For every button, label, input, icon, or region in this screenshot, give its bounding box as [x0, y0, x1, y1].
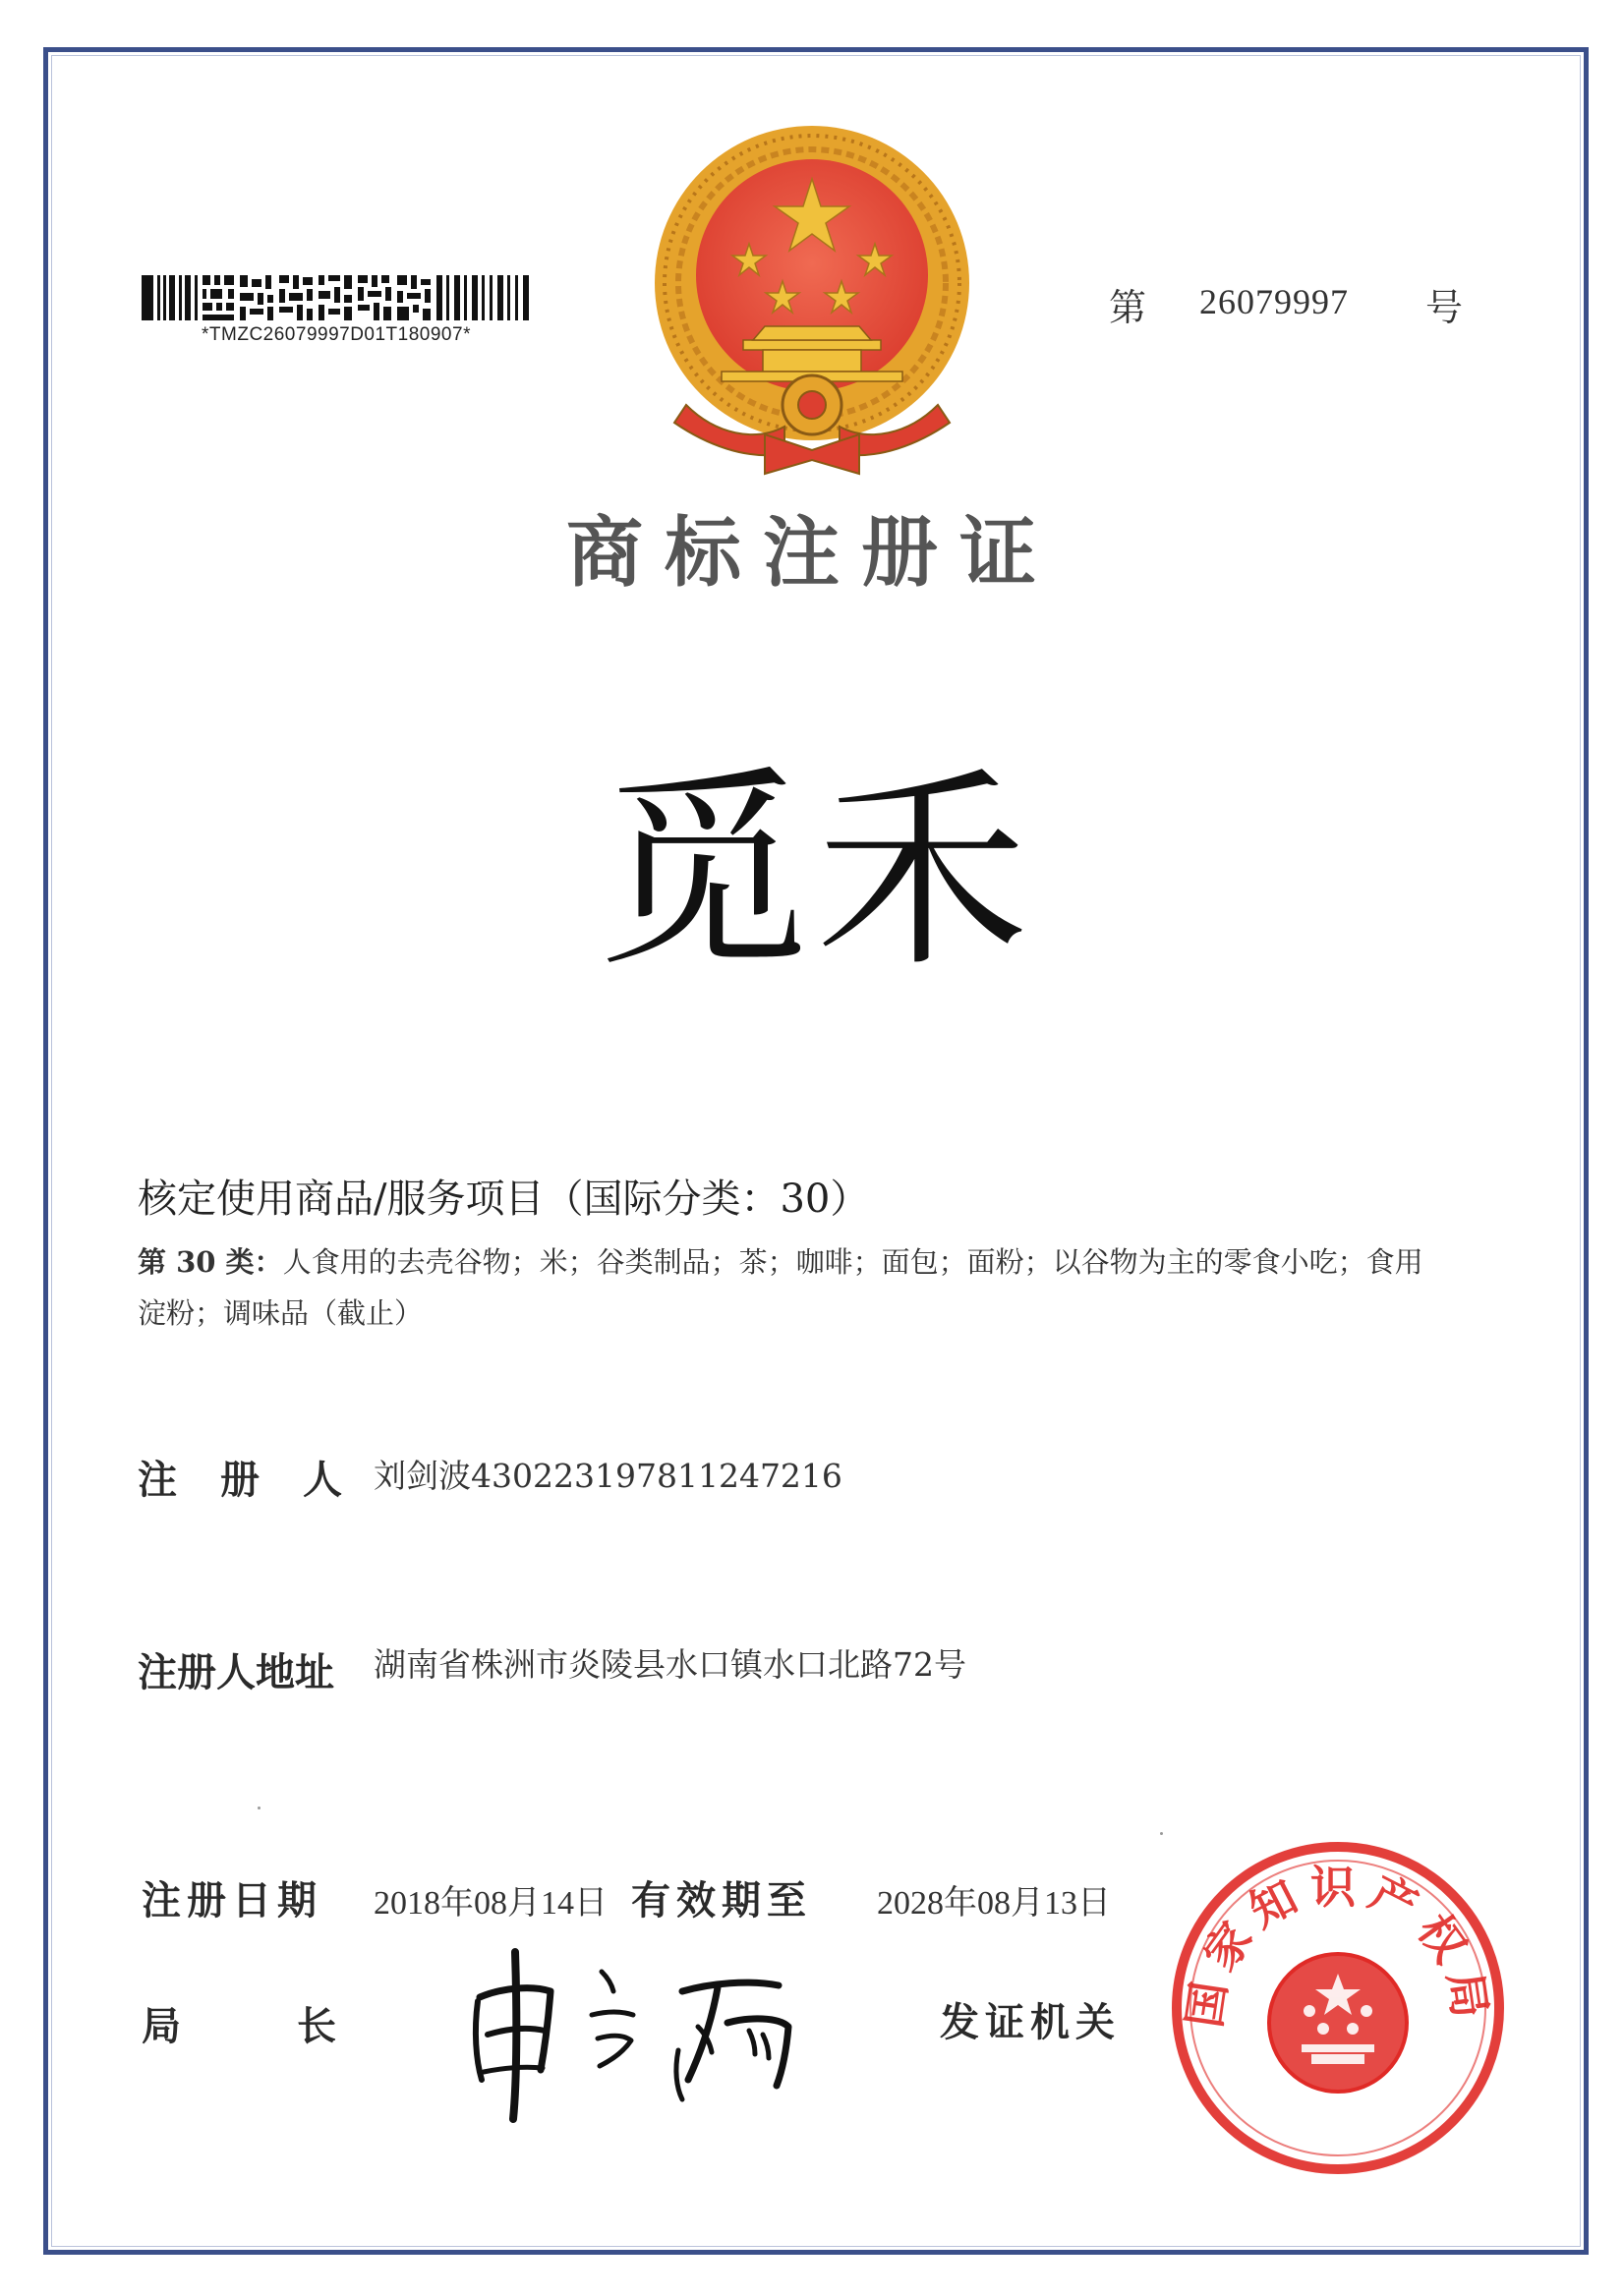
page-title: 商标注册证 [565, 508, 1058, 598]
official-seal-icon [1166, 1836, 1510, 2180]
goods-class-label: 第 30 类： [138, 1245, 283, 1279]
goods-line-1 [138, 1236, 1494, 1288]
registrant-value: 刘剑波430223197811247216 [374, 1457, 842, 1495]
registration-date-value: 2018年08月14日 [374, 1885, 608, 1922]
director-label-2: 长 [297, 2003, 336, 2049]
certificate-number-suffix: 号 [1425, 286, 1464, 329]
goods-heading: 核定使用商品/服务项目（国际分类：30） [138, 1177, 870, 1222]
goods-items-line-2: 淀粉；调味品（截止） [138, 1296, 424, 1330]
address-label: 注册人地址 [138, 1649, 334, 1695]
valid-until-value: 2028年08月13日 [877, 1885, 1111, 1922]
certificate-number-prefix: 第 [1109, 286, 1147, 329]
national-emblem-icon [627, 110, 997, 482]
certificate-number-value: 26079997 [1199, 282, 1349, 321]
goods-description [138, 1236, 1494, 1339]
scan-dot [1160, 1832, 1163, 1835]
barcode-text: *TMZC26079997D01T180907* [202, 324, 471, 345]
director-signature-icon [454, 1932, 867, 2129]
certificate-number [1101, 271, 1484, 330]
address-value: 湖南省株洲市炎陵县水口镇水口北路72号 [374, 1645, 966, 1684]
director-label-1: 局 [142, 2003, 181, 2049]
scan-dot [258, 1807, 261, 1809]
issuing-authority-label: 发证机关 [940, 1999, 1121, 2045]
barcode-icon [142, 275, 531, 320]
registrant-label: 注册人 [138, 1457, 385, 1503]
seal-text: 国家知识产权局 [1177, 1861, 1499, 2032]
trademark-text: 觅禾 [597, 749, 1034, 996]
valid-until-label: 有效期至 [631, 1877, 812, 1923]
registration-date-label: 注册日期 [142, 1877, 322, 1923]
goods-items-line-1: 人食用的去壳谷物；米；谷类制品；茶；咖啡；面包；面粉；以谷物为主的零食小吃；食用 [282, 1245, 1423, 1279]
